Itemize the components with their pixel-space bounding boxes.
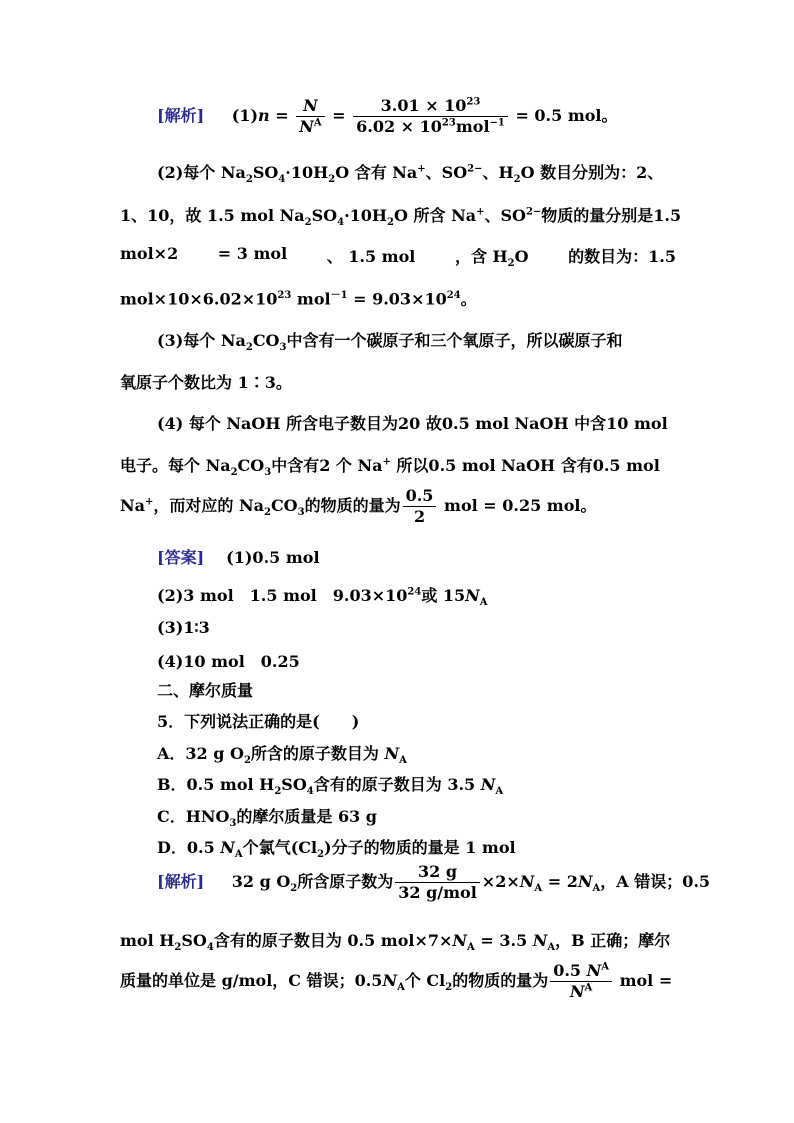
q4-p4-line-3: Na+，而对应的 $Na_2CO_3$的物质的量为 $\frac{0.5}{2}$ mol = 0.25 mol。 (120, 486, 597, 526)
q5-analysis-line-3: 质量的单位是 g/mol，C 错误；$0.5N_A$个 $Cl_2$的物质的量为 $\frac{0.5 N^A}{N^A}$ mol = (120, 961, 673, 1001)
answer-tag: [答案] (157, 548, 205, 567)
fraction-mass: 32 g 32 g/mol (395, 862, 480, 903)
q4-p4-line-2: 电子。每个 $Na_2CO_3$中含有2 个 Na+ 所以0.5 mol NaOH 含有0.5 mol (120, 456, 660, 479)
q4-p4-line-1: (4) 每个 NaOH 所含电子数目为20 故0.5 mol NaOH 中含10 mol (157, 414, 668, 433)
q5-analysis-line-2: mol $H_2SO_4$含有的原子数目为 0.5 $mol\times 7\times N_A = 3.5$ $N_A$，B 正确；摩尔 (120, 931, 671, 954)
q4-p2-line-1: (2)每个 $Na_2SO_4\cdot 10H_2O$ 含有 Na+、$SO^{2-}$、$H_2O$ 数目分别为：2、 (157, 163, 664, 186)
q4-p2-line-2: 1、10，故 1.5 mol $Na_2SO_4\cdot 10H_2O$ 所含 Na+、$SO^{2-}$物质的量分别是1.5 (120, 206, 682, 229)
q5-option-d: D．0.5 $N_A$个氯气$(Cl_2)$分子的物质的量是 1 mol (157, 838, 516, 861)
q4-p2-line-3: mol×2 = 3 mol 、 1.5 mol ，含 $H_2O$ 的数目为：1.5 (120, 244, 676, 270)
q4-answer-line-4: (4)10 mol 0.25 (157, 652, 300, 671)
section-title: 二、摩尔质量 (157, 681, 254, 700)
q4-p3-line-1: (3)每个 $Na_2CO_3$中含有一个碳原子和三个氧原子，所以碳原子和 (157, 331, 623, 354)
q5-option-b: B．0.5 mol $H_2SO_4$含有的原子数目为 3.5 $N_A$ (157, 775, 504, 798)
q5-option-a: A．32 g $O_2$所含的原子数目为 $N_A$ (157, 744, 407, 767)
fraction-avogadro: $3.01 \times 10^{23}$ $6.02 \times 10^{23}mol^{-1}$ (353, 96, 508, 137)
q4-answer-line-2: (2)3 mol 1.5 mol $9.03\times 10^{24}$或 $15N_A$ (157, 586, 488, 609)
q4-answer-line-1: [答案] (1)0.5 mol (157, 548, 320, 567)
q4-analysis-line-1: [解析] (1)n = $\frac{N}{N^A}$ = $3.01 \times 10^{23}$ $6.02 \times 10^{23}mol^{-1}$ = 0.5 mol。 (157, 96, 618, 136)
q4-p3-line-2: 氧原子个数比为 1∶3。 (120, 373, 292, 392)
q5-analysis-line-1: [解析] 32 g $O_2$所含原子数为 32 g 32 g/mol $\times 2\times N_A = 2N_A$，A 错误；0.5 (157, 862, 711, 902)
q4-answer-line-3: (3)1∶3 (157, 618, 210, 637)
analysis-tag-2: [解析] (157, 872, 205, 891)
q5-option-c: C．$HNO_3$的摩尔质量是 63 g (157, 807, 377, 830)
analysis-tag: [解析] (157, 106, 205, 125)
fraction-cl2: $\frac{0.5 N^A}{N^A}$ (550, 961, 612, 1002)
q5-stem: 5．下列说法正确的是( ) (157, 712, 360, 731)
q4-p2-line-4: $mol\times 10\times 6.02\times 10^{23}$ $mol^{-1} = 9.03\times 10^{24}$。 (120, 289, 477, 309)
fraction-half: $\frac{0.5}{2}$ (403, 486, 437, 527)
fraction-n-over-na: $\frac{N}{N^A}$ (296, 96, 324, 137)
